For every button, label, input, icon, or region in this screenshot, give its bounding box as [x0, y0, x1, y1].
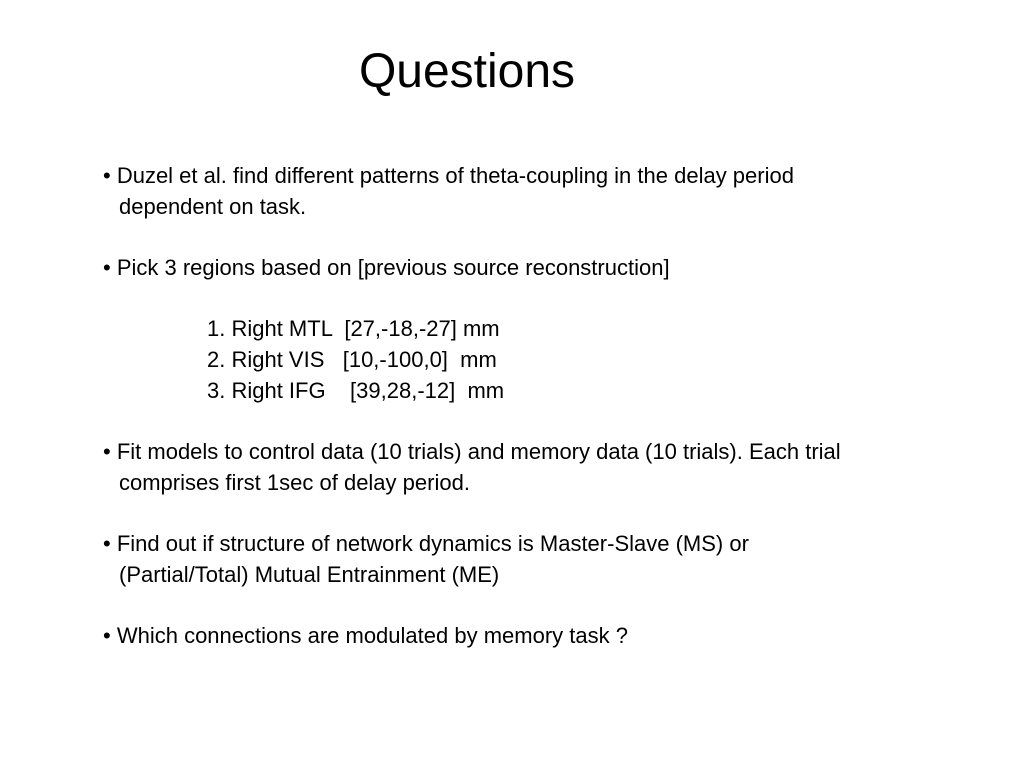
spacer [103, 406, 983, 436]
bullet-4-line-1 [103, 528, 983, 559]
bullet-marker: • [103, 531, 111, 556]
spacer [103, 590, 983, 620]
region-item-2: 2. Right VIS [10,-100,0] mm [207, 347, 497, 372]
spacer [103, 283, 983, 313]
bullet-5-line-1 [103, 620, 983, 651]
bullet-3-line-1 [103, 436, 983, 467]
bullet-2-line-1 [103, 252, 983, 283]
spacer [103, 222, 983, 252]
bullet-1-line-2: dependent on task. [119, 194, 307, 219]
region-item-3: 3. Right IFG [39,28,-12] mm [207, 378, 505, 403]
slide-title: Questions [358, 45, 576, 98]
bullet-5-text-1: Which connections are modulated by memory task ? [116, 623, 628, 648]
bullet-3-text-1: Fit models to control data (10 trials) and memory data (10 trials). Each trial [116, 439, 841, 464]
bullet-4-text-1: Find out if structure of network dynamics is Master-Slave (MS) or [116, 531, 749, 556]
bullet-3-line-2: comprises first 1sec of delay period. [119, 470, 470, 495]
bullet-1-text-1: Duzel et al. find different patterns of theta-coupling in the delay period [116, 163, 794, 188]
bullet-marker: • [103, 439, 111, 464]
bullet-4-line-2: (Partial/Total) Mutual Entrainment (ME) [119, 562, 500, 587]
bullet-marker: • [103, 163, 111, 188]
bullet-marker: • [103, 623, 111, 648]
bullet-marker: • [103, 255, 111, 280]
spacer [103, 498, 983, 528]
bullet-1-line-1 [103, 160, 983, 191]
region-item-1: 1. Right MTL [27,-18,-27] mm [207, 316, 500, 341]
bullet-2-text-1: Pick 3 regions based on [previous source reconstruction] [116, 255, 670, 280]
slide-body [103, 160, 983, 651]
